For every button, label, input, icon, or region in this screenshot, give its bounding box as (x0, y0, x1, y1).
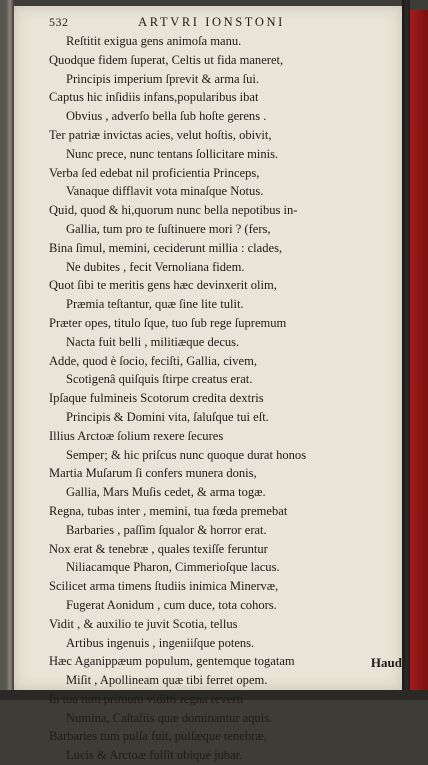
catchword: Haud (370, 655, 402, 670)
verse-line: In tua tum primum viditti regna reverti (49, 691, 244, 706)
verse-line: Gallia, tum pro te ſuſtinuere mori ? (fers, (66, 221, 271, 236)
verse-line: Ter patriæ invictas acies, velut hoſtis, obivit, (49, 127, 272, 142)
verse-line: Præmia teſtantur, quæ ſine lite tulit. (66, 297, 244, 312)
verse-line: Præter opes, titulo ſque, tuo ſub rege ſupremum (49, 315, 287, 330)
verse-line: Vidit , & auxilio te juvit Scotia, tellus (49, 616, 238, 631)
verse-line: Ipſaque fulmineis Scotorum credita dextris (49, 391, 264, 406)
verse-line: Ne dubites , fecit Vernoliana fidem. (66, 259, 245, 274)
verse-line: Principis & Domini vita, ſaluſque tui eſt. (66, 409, 269, 424)
verse-line: Nox erat & tenebræ , quales texiſſe feruntur (49, 541, 268, 556)
verse-line: Illius Arctoæ ſolium rexere ſecures (49, 428, 224, 443)
verse-line: Quodque fidem ſuperat, Celtis ut fida maneret, (49, 52, 284, 67)
verse-line: Scotigenâ quiſquis ſtirpe creatus erat. (66, 372, 253, 387)
verse-line: Fugerat Aonidum , cum duce, tota cohors. (66, 597, 277, 612)
page-edge (402, 0, 410, 700)
verse-line: Regna, tubas inter , memini, tua fœda premebat (49, 503, 288, 518)
verse-line: Principis imperium ſprevit & arma ſui. (66, 71, 260, 86)
page-number: 532 (49, 15, 69, 29)
verse-line: Niliacamque Pharon, Cimmerioſque lacus. (66, 560, 280, 575)
verse-line: Gallia, Mars Muſis cedet, & arma togæ. (66, 485, 266, 500)
adjacent-page-edge (410, 10, 428, 690)
verse-text (49, 32, 379, 765)
verse-line: Scilicet arma timens ſtudiis inimica Minervæ, (49, 579, 279, 594)
verse-line: Miſit , Apollineam quæ tibi ferret opem. (66, 673, 268, 688)
verse-line: Nunc prece, nunc tentans ſollicitare minis. (66, 146, 279, 161)
verse-line: Lucis & Arctoæ fulſit ubique jubar. (66, 748, 243, 763)
running-head: ARTVRI IONSTONI (138, 15, 285, 29)
verse-line: Martia Muſarum ſi confers munera donis, (49, 466, 257, 481)
verse-line: Barbaries tum pulſa fuit, pulſæque tenebræ, (49, 729, 267, 744)
verse-line: Quid, quod & hi,quorum nunc bella nepotibus in- (49, 203, 298, 218)
verse-line: Adde, quod è ſocio, feciſti, Gallia, civem, (49, 353, 258, 368)
verse-line: Obvius , adverſo bella ſub hoſte gerens . (66, 109, 267, 124)
verse-line: Nacta fuit belli , militiæque decus. (66, 334, 240, 349)
verse-line: Hæc Aganippæum populum, gentemque togatam (49, 654, 295, 669)
verse-line: Quot ſibi te meritis gens hæc devinxerit olim, (49, 278, 277, 293)
verse-line: Semper; & hic priſcus nunc quoque durat honos (66, 447, 307, 462)
verse-line: Numina, Caſtaliis quæ dominantur aquis. (66, 710, 273, 725)
page-header (49, 12, 374, 32)
verse-line: Captus hic inſidiis infans,popularibus ibat (49, 90, 259, 105)
verse-line: Vanaque difflavit vota minaſque Notus. (66, 184, 264, 199)
verse-line: Reſtitit exigua gens animoſa manu. (66, 34, 242, 48)
verse-line: Verba ſed edebat nil proficientia Princeps, (49, 165, 260, 180)
verse-line: Barbaries , paſſim ſqualor & horror erat. (66, 522, 267, 537)
verse-line: Bina ſimul, memini, ceciderunt millia : clades, (49, 240, 283, 255)
verse-line: Artibus ingenuis , ingeniiſque potens. (66, 635, 255, 650)
